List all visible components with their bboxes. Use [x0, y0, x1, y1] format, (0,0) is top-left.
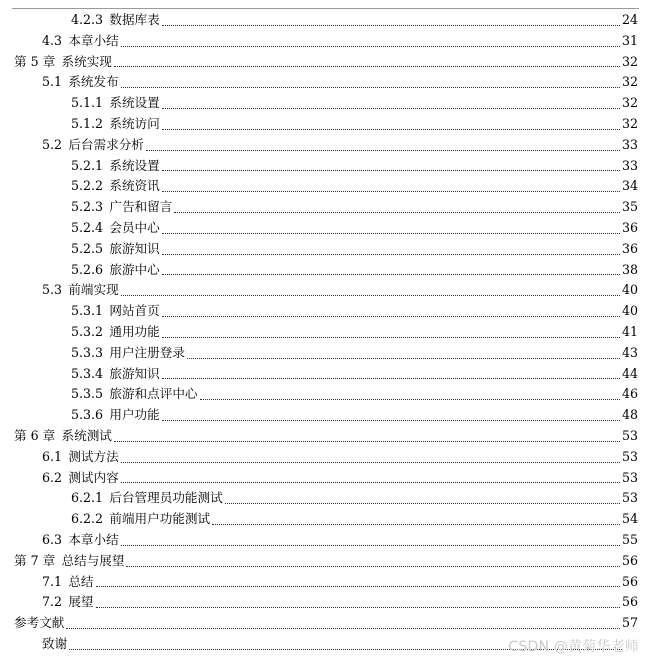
toc-entry-number: 6.2.1: [71, 490, 104, 506]
toc-entry-label: [42, 468, 119, 489]
toc-entry-page: 56: [621, 594, 638, 610]
toc-entry-title: 旅游和点评中心: [109, 386, 198, 402]
toc-entry-title: 测试内容: [68, 469, 119, 485]
toc-entry[interactable]: [0, 135, 657, 156]
toc-entry-number: 5.2.2: [71, 178, 104, 194]
toc-entry-label: [71, 114, 160, 135]
dot-leader: [114, 440, 620, 442]
toc-entry-label: [71, 488, 223, 509]
toc-entry-label: [42, 31, 119, 52]
toc-entry-number: 5.2.6: [71, 261, 104, 277]
toc-entry-label: [71, 343, 185, 364]
toc-entry-title: 致谢: [42, 635, 68, 651]
toc-entry[interactable]: [0, 613, 657, 634]
toc-entry[interactable]: [0, 260, 657, 281]
toc-entry-label: [14, 613, 64, 634]
toc-entry[interactable]: [0, 197, 657, 218]
toc-entry-label: [71, 405, 160, 426]
toc-entry[interactable]: [0, 93, 657, 114]
toc-entry-title: 系统设置: [109, 157, 160, 173]
toc-entry-title: 旅游中心: [109, 261, 160, 277]
toc-entry-title: 本章小结: [68, 531, 119, 547]
watermark: CSDN @黄菊华老师: [508, 639, 639, 655]
toc-entry[interactable]: [0, 10, 657, 31]
toc-entry-number: 7.2: [42, 594, 63, 610]
toc-entry-title: 广告和留言: [109, 199, 173, 215]
dot-leader: [162, 24, 620, 26]
toc-entry-title: 参考文献: [14, 615, 65, 631]
dot-leader: [162, 107, 620, 109]
toc-entry-page: 53: [621, 448, 638, 464]
toc-entry-title: 通用功能: [109, 323, 160, 339]
dot-leader: [187, 357, 620, 359]
toc-entry-number: 6.3: [42, 531, 63, 547]
toc-entry-title: 系统设置: [109, 95, 160, 111]
toc-entry[interactable]: [0, 488, 657, 509]
dot-leader: [146, 149, 620, 151]
toc-entry[interactable]: [0, 551, 657, 572]
dot-leader: [200, 398, 620, 400]
dot-leader: [162, 190, 620, 192]
toc-entry-number: 第 7 章: [14, 552, 56, 568]
toc-entry-number: 5.3.5: [71, 386, 104, 402]
toc-entry-title: 旅游知识: [109, 240, 160, 256]
toc-entry-number: 5.1.2: [71, 115, 104, 131]
toc-entry-label: [71, 509, 210, 530]
toc-entry[interactable]: [0, 239, 657, 260]
dot-leader: [126, 565, 619, 567]
toc-entry-page: 55: [621, 531, 638, 547]
toc-entry-title: 总结: [68, 573, 94, 589]
toc-entry[interactable]: [0, 509, 657, 530]
toc-entry[interactable]: [0, 468, 657, 489]
toc-entry[interactable]: [0, 447, 657, 468]
toc-entry-number: 6.1: [42, 448, 63, 464]
toc-entry-number: 5.2.1: [71, 157, 104, 173]
toc-entry-title: 系统资讯: [109, 178, 160, 194]
dot-leader: [162, 315, 620, 317]
toc-entry-title: 会员中心: [109, 219, 160, 235]
dot-leader: [162, 128, 620, 130]
toc-entry-page: 57: [621, 615, 638, 631]
toc-entry-page: 41: [621, 323, 638, 339]
dot-leader: [162, 336, 620, 338]
toc-entry[interactable]: [0, 343, 657, 364]
toc-entry-title: 系统访问: [109, 115, 160, 131]
toc-entry-title: 本章小结: [68, 32, 119, 48]
toc-entry-number: 5.2.5: [71, 240, 104, 256]
toc-entry[interactable]: [0, 114, 657, 135]
toc-entry-page: 33: [621, 157, 638, 173]
toc-entry-title: 网站首页: [109, 303, 160, 319]
dot-leader: [162, 232, 620, 234]
dot-leader: [96, 606, 620, 608]
toc-entry-page: 48: [621, 407, 638, 423]
toc-entry[interactable]: [0, 572, 657, 593]
toc-entry-page: 32: [621, 53, 638, 69]
toc-entry-page: 32: [621, 95, 638, 111]
dot-leader: [121, 544, 620, 546]
toc-entry-page: 24: [621, 12, 638, 27]
toc-entry[interactable]: [0, 72, 657, 93]
toc-entry-number: 5.1.1: [71, 95, 104, 111]
toc-entry-label: [14, 551, 124, 572]
toc-entry-label: [71, 364, 160, 385]
toc-entry[interactable]: [0, 364, 657, 385]
toc-entry-page: 54: [621, 511, 638, 527]
toc-entry-page: 43: [621, 344, 638, 360]
toc-entry-label: [71, 10, 160, 31]
toc-entry[interactable]: [0, 426, 657, 447]
toc-entry[interactable]: [0, 156, 657, 177]
toc-entry-number: 第 5 章: [14, 53, 56, 69]
toc-entry-label: [71, 260, 160, 281]
toc-entry-title: 系统实现: [61, 53, 112, 69]
toc-entry-label: [42, 280, 119, 301]
toc-entry-title: 前端用户功能测试: [109, 511, 211, 527]
toc-entry-page: 53: [621, 490, 638, 506]
toc-entry-label: [71, 322, 160, 343]
toc-entry-title: 后台需求分析: [68, 136, 144, 152]
toc-entry[interactable]: [0, 322, 657, 343]
toc-entry-number: 5.3.2: [71, 323, 104, 339]
toc-entry-number: 5.2.4: [71, 219, 104, 235]
dot-leader: [121, 86, 620, 88]
dot-leader: [66, 627, 620, 629]
toc-entry[interactable]: [0, 530, 657, 551]
toc-entry-page: 56: [621, 552, 638, 568]
toc-entry-number: 第 6 章: [14, 427, 56, 443]
dot-leader: [121, 461, 620, 463]
toc-entry-label: [71, 218, 160, 239]
toc-entry-page: 32: [621, 74, 638, 90]
toc-entry-number: 5.2.3: [71, 199, 104, 215]
toc-entry-label: [14, 52, 112, 73]
toc-entry-page: 53: [621, 469, 638, 485]
toc-entry[interactable]: [0, 31, 657, 52]
toc-entry-label: [71, 384, 198, 405]
toc-entry-number: 5.3: [42, 282, 63, 298]
toc-entry-number: 6.2.2: [71, 511, 104, 527]
dot-leader: [212, 523, 620, 525]
toc-entry[interactable]: [0, 592, 657, 613]
dot-leader: [162, 273, 620, 275]
toc-entry-number: 5.2: [42, 136, 63, 152]
toc-entry-title: 后台管理员功能测试: [109, 490, 223, 506]
toc-entry-label: [71, 197, 172, 218]
toc-entry-title: 数据库表: [109, 12, 160, 27]
dot-leader: [121, 45, 620, 47]
dot-leader: [162, 253, 620, 255]
toc-entry-number: 6.2: [42, 469, 63, 485]
toc-entry-page: 36: [621, 240, 638, 256]
toc-entry[interactable]: [0, 405, 657, 426]
toc-entry-page: 34: [621, 178, 638, 194]
dot-leader: [225, 502, 620, 504]
toc-entry-number: 4.2.3: [71, 12, 104, 27]
toc-entry[interactable]: [0, 301, 657, 322]
toc-entry-title: 展望: [68, 594, 94, 610]
toc-entry-page: 33: [621, 136, 638, 152]
dot-leader: [96, 585, 620, 587]
toc-entry-label: [71, 156, 160, 177]
toc-entry-number: 5.3.1: [71, 303, 104, 319]
toc-entry-label: [42, 447, 119, 468]
toc-entry-label: [71, 176, 160, 197]
toc-entry-label: [42, 592, 94, 613]
toc-entry-title: 总结与展望: [61, 552, 125, 568]
toc-entry-number: 4.3: [42, 32, 63, 48]
toc-entry-label: [14, 426, 112, 447]
toc-entry[interactable]: [0, 384, 657, 405]
toc-entry-title: 用户注册登录: [109, 344, 185, 360]
toc-entry-page: 40: [621, 303, 638, 319]
dot-leader: [162, 377, 620, 379]
toc-entry-title: 测试方法: [68, 448, 119, 464]
toc-entry-number: 5.1: [42, 74, 63, 90]
toc-entry-title: 系统发布: [68, 74, 119, 90]
toc-entry-label: [42, 135, 144, 156]
toc-entry-page: 35: [621, 199, 638, 215]
toc-entry-number: 7.1: [42, 573, 63, 589]
toc-entry[interactable]: [0, 52, 657, 73]
toc-entry[interactable]: [0, 176, 657, 197]
dot-leader: [162, 419, 620, 421]
toc-entry-page: 46: [621, 386, 638, 402]
toc-entry-page: 44: [621, 365, 638, 381]
toc-entry-page: 38: [621, 261, 638, 277]
dot-leader: [162, 169, 620, 171]
toc-entry-page: 31: [621, 32, 638, 48]
toc-entry-page: 56: [621, 573, 638, 589]
toc-entry[interactable]: [0, 218, 657, 239]
toc-entry-label: [71, 93, 160, 114]
toc-entry-label: [71, 239, 160, 260]
toc-entry-label: [42, 572, 94, 593]
dot-leader: [121, 294, 620, 296]
table-of-contents: [0, 10, 657, 655]
toc-entry[interactable]: [0, 280, 657, 301]
toc-entry-title: 前端实现: [68, 282, 119, 298]
toc-entry-number: 5.3.6: [71, 407, 104, 423]
toc-entry-title: 旅游知识: [109, 365, 160, 381]
top-rule: [12, 8, 639, 9]
dot-leader: [114, 65, 620, 67]
toc-entry-label: [42, 634, 67, 655]
toc-entry-number: 5.3.4: [71, 365, 104, 381]
dot-leader: [121, 481, 620, 483]
toc-entry-page: 32: [621, 115, 638, 131]
toc-entry-number: 5.3.3: [71, 344, 104, 360]
toc-entry-title: 系统测试: [61, 427, 112, 443]
toc-entry-page: 53: [621, 427, 638, 443]
toc-entry-title: 用户功能: [109, 407, 160, 423]
toc-entry-label: [42, 72, 119, 93]
toc-entry-label: [71, 301, 160, 322]
toc-entry-label: [42, 530, 119, 551]
toc-entry-page: 40: [621, 282, 638, 298]
dot-leader: [174, 211, 620, 213]
toc-entry-page: 36: [621, 219, 638, 235]
